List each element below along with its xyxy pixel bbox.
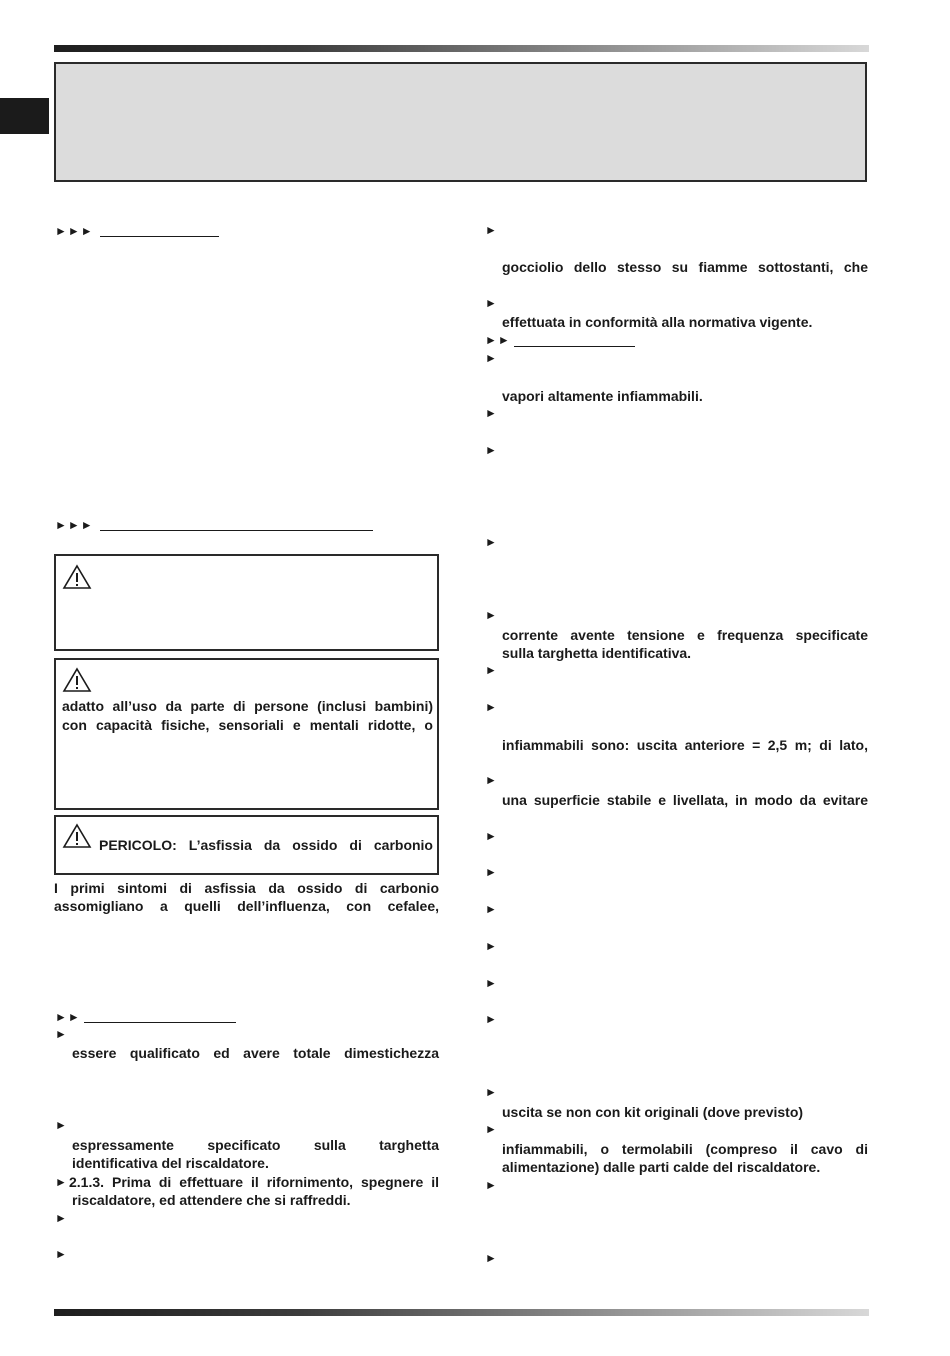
warning-box	[54, 658, 439, 810]
warning-text-line: adatto all’uso da parte di persone (inclusi bambini)	[62, 698, 433, 714]
bullet-marker: ►	[485, 939, 498, 953]
bullet-marker: ►	[485, 1251, 498, 1265]
body-text-line: una superficie stabile e livellata, in modo da evitare	[502, 792, 868, 808]
warning-triangle-icon	[62, 823, 92, 849]
body-text-line: infiammabili sono: uscita anteriore = 2,5 m; di lato,	[502, 737, 868, 753]
bullet-marker: ►	[485, 1012, 498, 1026]
bullet-marker: ►	[55, 1118, 68, 1132]
body-text-line: effettuata in conformità alla normativa vigente.	[502, 314, 813, 330]
bullet-marker: ►	[485, 976, 498, 990]
bullet-marker: ►	[485, 829, 498, 843]
warning-text-line: con capacità fisiche, sensoriali e mentali ridotte, o	[62, 717, 433, 733]
body-text-line: vapori altamente infiammabili.	[502, 388, 703, 404]
bullet-marker: ►	[55, 1211, 68, 1225]
bullet-marker: ►	[485, 902, 498, 916]
body-text-line: uscita se non con kit originali (dove previsto)	[502, 1104, 804, 1120]
bullet-marker: ►	[485, 663, 498, 677]
body-text-line: 2.1.3. Prima di effettuare il rifornimento, spegnere il	[69, 1174, 439, 1190]
bullet-marker: ►	[485, 773, 498, 787]
bullet-marker: ►	[485, 1085, 498, 1099]
bullet-marker: ►	[485, 351, 498, 365]
subsection-marker-double: ►►	[485, 333, 511, 347]
warning-box	[54, 554, 439, 651]
bullet-marker: ►	[485, 296, 498, 310]
subsection-heading-underline	[84, 1022, 236, 1023]
subsection-heading-underline	[514, 346, 635, 347]
body-text-line: riscaldatore, ed attendere che si raffreddi.	[72, 1192, 351, 1208]
body-text-line: sulla targhetta identificativa.	[502, 645, 692, 661]
body-text-line: assomigliano a quelli dell’influenza, con cefalee,	[54, 898, 439, 914]
section-marker-triple: ►►►	[55, 518, 94, 532]
body-text-line: essere qualificato ed avere totale dimestichezza	[72, 1045, 439, 1061]
bullet-marker: ►	[485, 608, 498, 622]
subsection-marker-double: ►►	[55, 1010, 81, 1024]
body-text-line: identificativa del riscaldatore.	[72, 1155, 269, 1171]
section-heading-underline	[100, 530, 373, 531]
body-text-line: alimentazione) dalle parti calde del riscaldatore.	[502, 1159, 821, 1175]
side-tab-marker	[0, 98, 49, 134]
section-marker-triple: ►►►	[55, 224, 94, 238]
bullet-marker: ►	[485, 1178, 498, 1192]
header-box	[54, 62, 867, 182]
bullet-marker: ►	[485, 443, 498, 457]
bullet-marker: ►	[485, 700, 498, 714]
bullet-marker: ►	[485, 865, 498, 879]
bullet-marker: ►	[485, 535, 498, 549]
bullet-marker: ►	[485, 223, 498, 237]
body-text-line: infiammabili, o termolabili (compreso il cavo di	[502, 1141, 868, 1157]
body-text-line: gocciolio dello stesso su fiamme sottostanti, che	[502, 259, 868, 275]
bullet-marker: ►	[55, 1247, 68, 1261]
danger-box	[54, 815, 439, 875]
body-text-line: corrente avente tensione e frequenza specificate	[502, 627, 868, 643]
warning-triangle-icon	[62, 564, 92, 590]
bullet-marker: ►	[485, 406, 498, 420]
bullet-marker: ►	[55, 1027, 68, 1041]
warning-triangle-icon	[62, 667, 92, 693]
section-heading-underline	[100, 236, 219, 237]
top-gradient-bar	[54, 45, 869, 52]
bullet-marker: ►	[55, 1175, 68, 1189]
body-text-line: I primi sintomi di asfissia da ossido di carbonio	[54, 880, 439, 896]
body-text-line: espressamente specificato sulla targhetta	[72, 1137, 439, 1153]
danger-text: PERICOLO: L’asfissia da ossido di carbonio	[99, 837, 433, 853]
bullet-marker: ►	[485, 1122, 498, 1136]
bottom-gradient-bar	[54, 1309, 869, 1316]
